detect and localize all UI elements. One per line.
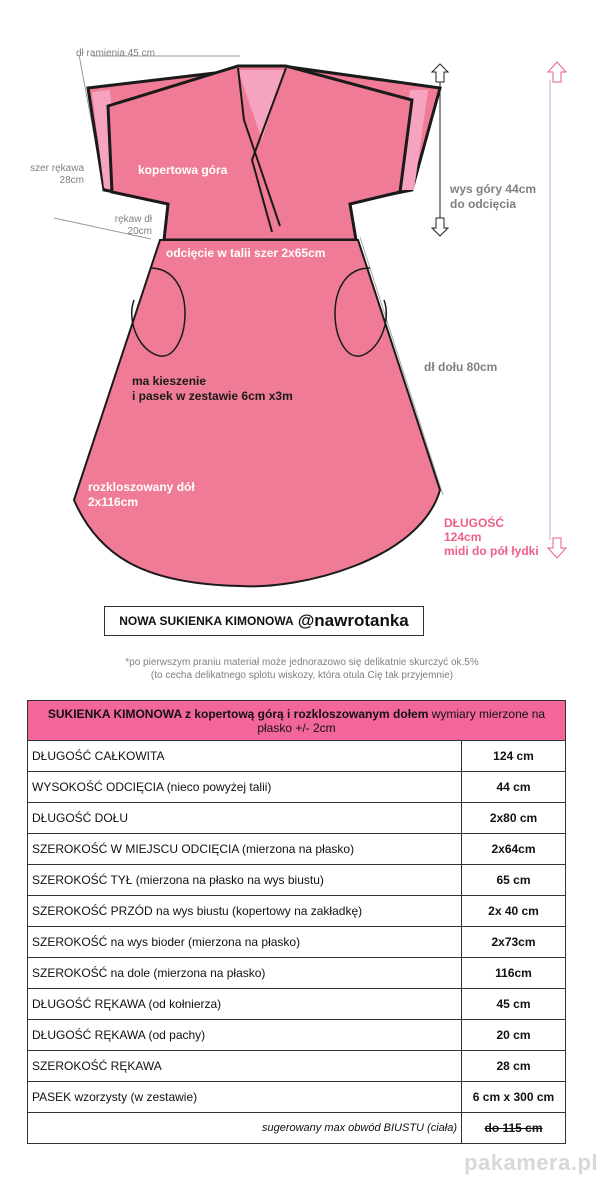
label-pockets: ma kieszenie i pasek w zestawie 6cm x3m	[132, 374, 293, 403]
brand-prefix: NOWA SUKIENKA KIMONOWA	[119, 614, 294, 628]
label-bottom-length: dł dołu 80cm	[424, 360, 498, 374]
table-row: SZEROKOŚĆ na wys bioder (mierzona na płasko) 2x73cm	[28, 927, 566, 958]
label-sleeve-length: rękaw dł 20cm	[114, 214, 152, 237]
label-waist-cut: odcięcie w talii szer 2x65cm	[166, 246, 326, 260]
watermark: pakamera.pl	[464, 1150, 598, 1175]
size-table	[27, 700, 566, 1144]
table-row: WYSOKOŚĆ ODCIĘCIA (nieco powyżej talii) 44 cm	[28, 772, 566, 803]
table-header: SUKIENKA KIMONOWA z kopertową górą i rozkloszowanym dołem wymiary mierzone na płasko +/- 2cm	[28, 701, 566, 741]
table-row: DŁUGOŚĆ DOŁU 2x80 cm	[28, 803, 566, 834]
label-sleeve-width: szer rękawa 28cm	[30, 163, 84, 186]
label-top-height: wys góry 44cm do odcięcia	[450, 182, 537, 211]
length-arrow-icon	[548, 62, 566, 558]
table-row: SZEROKOŚĆ TYŁ (mierzona na płasko na wys biustu) 65 cm	[28, 865, 566, 896]
label-wrap-top: kopertowa góra	[138, 163, 228, 177]
footer-label: sugerowany max obwód BIUSTU (ciała)	[28, 1113, 462, 1144]
skirt	[74, 240, 440, 586]
table-row: SZEROKOŚĆ PRZÓD na wys biustu (kopertowy na zakładkę) 2x 40 cm	[28, 896, 566, 927]
table-row: SZEROKOŚĆ na dole (mierzona na płasko) 116cm	[28, 958, 566, 989]
label-shoulder-width: dł ramienia 45 cm	[76, 48, 155, 59]
label-flared-bottom: rozkloszowany dół 2x116cm	[88, 480, 195, 509]
label-total-length: DŁUGOŚĆ 124cm midi do pół łydki	[444, 516, 539, 558]
table-header-row	[28, 701, 566, 741]
table-row: DŁUGOŚĆ CAŁKOWITA 124 cm	[28, 741, 566, 772]
table-footer-row	[28, 1113, 566, 1144]
table-row: SZEROKOŚĆ RĘKAWA 28 cm	[28, 1051, 566, 1082]
table-row: PASEK wzorzysty (w zestawie) 6 cm x 300 cm	[28, 1082, 566, 1113]
table-row: SZEROKOŚĆ W MIEJSCU ODCIĘCIA (mierzona na płasko) 2x64cm	[28, 834, 566, 865]
brand-box	[104, 606, 424, 636]
table-row: DŁUGOŚĆ RĘKAWA (od kołnierza) 45 cm	[28, 989, 566, 1020]
shrink-note: *po pierwszym praniu materiał może jednorazowo się delikatnie skurczyć ok.5% (to cecha delikatnego splotu wiskozy, która otula Cię tak przyjemnie)	[125, 657, 479, 681]
table-row: DŁUGOŚĆ RĘKAWA (od pachy) 20 cm	[28, 1020, 566, 1051]
footer-value: do 115 cm	[462, 1113, 566, 1144]
brand-handle: @nawrotanka	[297, 611, 409, 630]
